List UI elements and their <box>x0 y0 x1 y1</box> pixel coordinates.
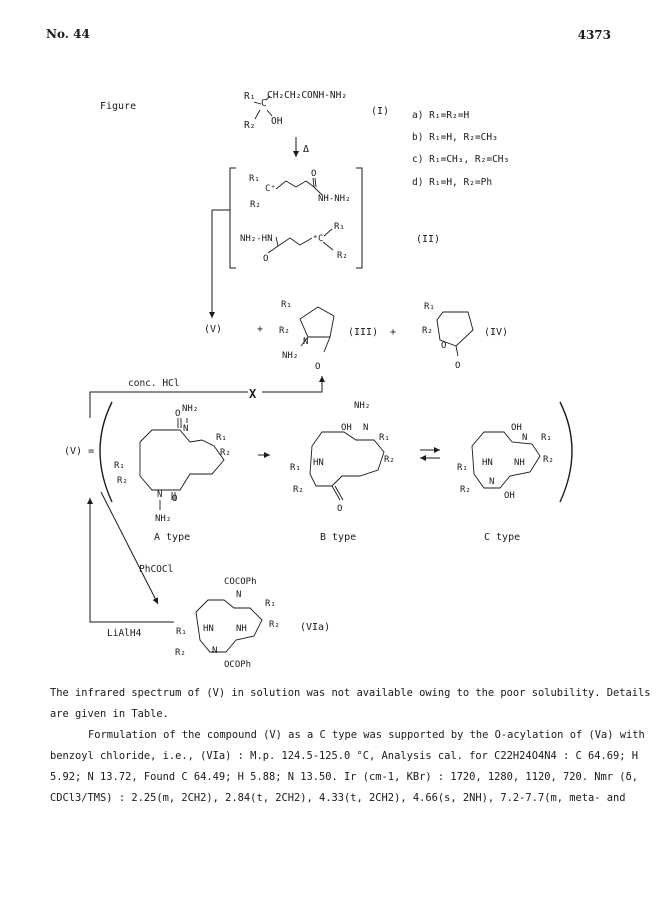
svg-text:R₂: R₂ <box>384 455 395 465</box>
svg-text:R₁: R₁ <box>290 463 301 473</box>
svg-text:N: N <box>236 590 242 600</box>
body-line-5: 5.92; N 13.72, Found C 64.49; H 5.88; N 13.50. Ir (cm-1, KBr) : 1720, 1280, 1120, 720. Nmr (δ, <box>50 771 639 783</box>
svg-text:+: + <box>313 233 318 241</box>
svg-text:R₂: R₂ <box>220 448 231 458</box>
svg-text:R₂: R₂ <box>293 485 304 495</box>
svg-text:C: C <box>318 234 324 244</box>
svg-text:O: O <box>311 169 317 179</box>
compound-i-label: (I) <box>371 106 390 117</box>
svg-text:R₂: R₂ <box>460 485 471 495</box>
intermediate-ii-cation-1 <box>249 169 351 210</box>
svg-text:R₁: R₁ <box>424 302 435 312</box>
a-type-label: A type <box>154 532 191 543</box>
svg-text:NH: NH <box>236 624 247 634</box>
svg-text:R₁: R₁ <box>541 433 552 443</box>
svg-text:O: O <box>263 254 269 264</box>
svg-text:N: N <box>303 337 309 347</box>
svg-text:OH: OH <box>341 423 352 433</box>
svg-text:COCOPh: COCOPh <box>224 577 257 587</box>
compound-via-label: (VIa) <box>300 622 331 633</box>
a-type-structure <box>140 418 224 500</box>
svg-text:R₂: R₂ <box>422 326 433 336</box>
svg-text:R₁: R₁ <box>249 174 260 184</box>
heat-symbol: Δ <box>303 144 310 155</box>
reagent-lialh4: LiAlH4 <box>107 628 142 639</box>
svg-text:NH₂-HN: NH₂-HN <box>240 234 273 244</box>
svg-text:N: N <box>212 646 218 656</box>
compound-iv-label: (IV) <box>484 327 509 338</box>
b-type-label: B type <box>320 532 357 543</box>
svg-text:N: N <box>522 433 528 443</box>
blocked-reaction-mark: X <box>249 387 257 401</box>
journal-issue-number: No. 44 <box>46 27 90 41</box>
svg-text:R₁: R₁ <box>265 599 276 609</box>
compound-v-definition-label: (V) = <box>64 446 95 457</box>
svg-text:HN: HN <box>203 624 214 634</box>
svg-text:R₁: R₁ <box>379 433 390 443</box>
svg-text:NH-NH₂: NH-NH₂ <box>318 194 351 204</box>
svg-text:R₁: R₁ <box>244 91 256 102</box>
svg-text:R₁: R₁ <box>281 300 292 310</box>
svg-text:R₁: R₁ <box>216 433 227 443</box>
svg-text:OH: OH <box>271 116 283 127</box>
svg-text:R₂: R₂ <box>337 251 348 261</box>
substituent-b: b) R₁=H, R₂=CH₃ <box>412 132 498 143</box>
svg-text:O: O <box>337 504 343 514</box>
svg-text:O: O <box>175 409 181 419</box>
svg-text:C: C <box>261 98 267 109</box>
figure-label: Figure <box>100 101 137 112</box>
svg-text:N: N <box>157 490 163 500</box>
svg-text:R₂: R₂ <box>250 200 261 210</box>
svg-text:NH₂: NH₂ <box>282 351 299 361</box>
svg-text:HN: HN <box>313 458 324 468</box>
svg-text:NH: NH <box>514 458 525 468</box>
svg-text:CH₂CH₂CONH-NH₂: CH₂CH₂CONH-NH₂ <box>267 90 348 101</box>
svg-text:R₂: R₂ <box>543 455 554 465</box>
svg-text:O: O <box>455 361 461 371</box>
svg-text:R₂: R₂ <box>117 476 128 486</box>
svg-text:R₂: R₂ <box>244 120 256 131</box>
svg-text:N: N <box>489 477 495 487</box>
large-open-paren <box>100 402 112 502</box>
svg-text:R₁: R₁ <box>176 627 187 637</box>
reagent-phcocl: PhCOCl <box>139 564 174 575</box>
svg-text:O: O <box>315 362 321 372</box>
substituent-list <box>412 110 509 188</box>
reagent-conc-hcl: conc. HCl <box>128 378 180 389</box>
svg-text:NH₂: NH₂ <box>182 404 199 414</box>
svg-text:R₁: R₁ <box>114 461 125 471</box>
body-line-6: CDCl3/TMS) : 2.25(m, 2CH2), 2.84(t, 2CH2), 4.33(t, 2CH2), 4.66(s, 2NH), 7.2-7.7(m, meta- and <box>50 792 626 804</box>
svg-text:C⁺: C⁺ <box>265 184 276 194</box>
svg-text:R₂: R₂ <box>269 620 280 630</box>
svg-text:R₂: R₂ <box>175 648 186 658</box>
svg-text:HN: HN <box>482 458 493 468</box>
intermediate-ii-cation-2 <box>240 222 348 264</box>
svg-text:OH: OH <box>504 491 515 501</box>
page-number: 4373 <box>577 28 611 42</box>
large-close-paren <box>560 402 572 502</box>
svg-text:R₁: R₁ <box>334 222 345 232</box>
svg-text:O: O <box>172 494 178 504</box>
body-line-1: The infrared spectrum of (V) in solution was not available owing to the poor solubility. Details <box>50 687 651 699</box>
body-line-4: benzoyl chloride, i.e., (VIa) : M.p. 124.5-125.0 °C, Analysis cal. for C22H24O4N4 : C 64.69; H <box>50 750 639 762</box>
svg-text:N: N <box>363 423 369 433</box>
svg-text:NH₂: NH₂ <box>354 401 371 411</box>
plus-sign-1: + <box>257 324 264 335</box>
svg-text:OH: OH <box>511 423 522 433</box>
plus-sign-2: + <box>390 327 397 338</box>
body-line-3: Formulation of the compound (V) as a C type was supported by the O-acylation of (Va) with <box>88 729 645 741</box>
svg-text:N: N <box>183 424 189 434</box>
compound-ii-label: (II) <box>416 234 441 245</box>
svg-text:O: O <box>441 341 447 351</box>
svg-text:NH₂: NH₂ <box>155 514 172 524</box>
substituent-a: a) R₁=R₂=H <box>412 110 470 121</box>
substituent-d: d) R₁=H, R₂=Ph <box>412 177 493 188</box>
svg-text:R₂: R₂ <box>279 326 290 336</box>
compound-v-label-row: (V) <box>204 324 223 335</box>
body-paragraph <box>50 683 650 809</box>
svg-text:OCOPh: OCOPh <box>224 660 252 670</box>
compound-iii-label: (III) <box>348 327 379 338</box>
c-type-label: C type <box>484 532 521 543</box>
svg-text:R₁: R₁ <box>457 463 468 473</box>
body-line-2: are given in Table. <box>50 708 169 720</box>
substituent-c: c) R₁=CH₃, R₂=CH₃ <box>412 154 510 165</box>
